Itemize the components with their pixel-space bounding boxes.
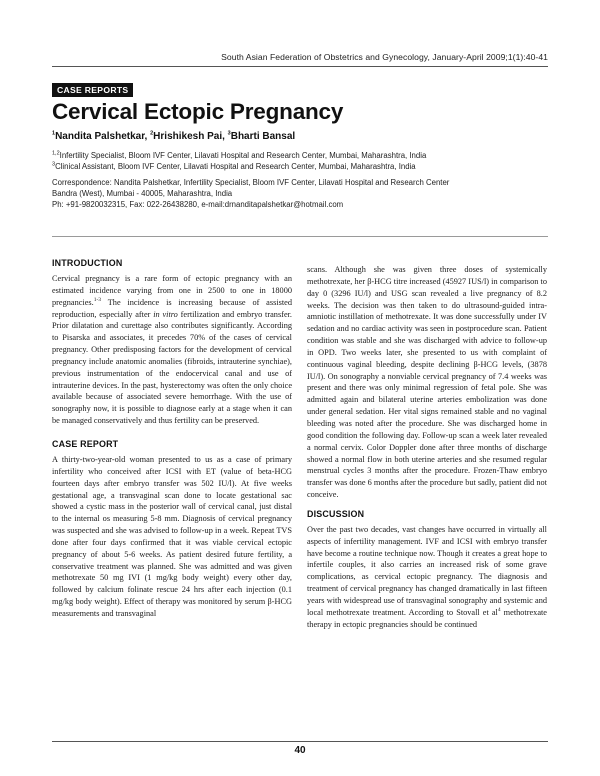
discussion-heading: DISCUSSION	[307, 508, 365, 519]
left-column	[52, 258, 292, 620]
introduction-paragraph: Cervical pregnancy is a rare form of ectopic pregnancy with an estimated incidence varying from one in 2500 to one in 18000 pregnancies.$^{1-3}$ The incidence is increasing because of assisted reproduction, especially after in vitro fertilization and embryo transfer. Prior dilatation and curettage also contributes significantly. According to Pisarska and associates, it precedes 70% of the cases of cervical pregnancy. Other predisposing factors for the development of cervical pregnancy include anatomic anomalies (fibroids, intrauterine synchiae), previous instrumentation of the endocervical canal and use of intrauterine devices. In the past, hysterectomy was often the only choice available because of associated severe hemorrhage. With the use of sonography now, it is possible to diagnose early at a stage when it can be managed conservatively and thus fertility can be preserved.	[52, 274, 293, 426]
affiliation-line: $^{1,2}$Infertility Specialist, Bloom IVF Center, Lilavati Hospital and Research Center, Mumbai, Maharashtra, India	[52, 150, 427, 160]
correspondence-block	[52, 178, 552, 210]
correspondence-line: Ph: +91-9820032315, Fax: 022-26438280, e-mail:drnanditapalshetkar@hotmail.com	[52, 199, 344, 209]
section-divider	[52, 236, 548, 237]
header-rule	[52, 66, 548, 67]
case-report-paragraph-continued: scans. Although she was given three doses of systemically methotrexate, her β-HCG titre increased (45927 IUS/l) in comparison to day 0 (3296 IU/l) and USG scan revealed a live pregnancy of 8.2 weeks. The decision was then taken to do ultrasound-guided intra-amniotic instillation of methotrexate. It was done successfully under IV sedation and no cardiac activity was seen in postprocedure scan. Patient condition was stable and she was discharged with advice to follow-up in OPD. Two weeks later, she presented to us with complaint of continuous vaginal bleeding, despite declining β-HCG levels, (3878 IU/l). On sonography a nonviable cervical pregnancy of 7.4 weeks was present and there was only minimal regression of fetal pole. She was admitted again and bilateral uterine arteries embolization was done under general sedation. Her vital signs remained stable and no vaginal bleeding was noted after the procedure. She was discharged home in good condition the following day. Follow-up scan a week later revealed a normal cervix. Color Doppler done after three months of discharge showed a normal flow in both uterine arteries and she resumed regular menstrual cycles 3 months after the procedure. Frozen-Thaw embryo transfer was done 6 months after the procedure but sadly, patient did not conceive.	[307, 265, 547, 500]
author: $^1$Nandita Palshetkar,	[52, 130, 151, 142]
discussion-paragraph: Over the past two decades, vast changes have occurred in virtually all aspects of infertility management. IVF and ICSI with embryo transfer have become a routine technique now. Though it creates a great hope to infertile couples, it also carries an increased risk of some grave complications, as cervical ectopic pregnancy. The diagnosis and treatment of cervical pregnancy has changed dramatically in last fifteen years with widespread use of transvaginal sonography and systemic and local methotrexate treatment. According to Stovall et $al^4$ methotrexate therapy in ectopic pregnancies should be continued	[307, 524, 547, 629]
affiliation-line: $^3$Clinical Assistant, Bloom IVF Center, Lilavati Hospital and Research Center, Mumbai, Maharashtra, India	[52, 160, 416, 171]
author: $^2$Hrishikesh Pai,	[150, 130, 228, 142]
affiliations	[52, 151, 552, 172]
correspondence-line: Correspondence: Nandita Palshetkar, Infertility Specialist, Bloom IVF Center, Lilavati Hospital and Research Center	[52, 178, 450, 187]
journal-citation: South Asian Federation of Obstetrics and Gynecology, January-April 2009;1(1):40-41	[221, 52, 548, 62]
case-report-heading: CASE REPORT	[52, 438, 119, 449]
right-column	[307, 264, 547, 630]
correspondence-line: Bandra (West), Mumbai - 40005, Maharashtra, India	[52, 188, 233, 198]
footer-rule	[52, 741, 548, 742]
case-report-paragraph: A thirty-two-year-old woman presented to us as a case of primary infertility who conceived after ICSI with ET (value of beta-HCG fourteen days after embryo transfer was 502 IU/l). At five weeks gestational age, a transvaginal scan done to locate gestational sac showed a cystic mass in the posterior wall of cervical canal, just distal to the internal os measuring 5-8 mm. Diagnosis of cervical pregnancy was suspected and she was advised to follow-up in a week. Repeat TVS done after four days confirmed that it was viable cervical ectopic pregnancy of about 5-6 weeks. As patient desired future fertility, a conservative treatment was planned. She was admitted and was given methotrexate 50 mg IVI (1 mg/kg body weight) every other day, followed by calcium folinate rescue 24 hrs after each injection (0.1 mg/kg body weight). Effect of therapy was monitored by serum β-HCG measurements and transvaginal	[52, 454, 292, 618]
author: $^3$Bharti Bansal	[227, 130, 296, 142]
page-number: 40	[294, 745, 306, 756]
author-list	[52, 131, 295, 142]
section-badge: CASE REPORTS	[52, 83, 133, 97]
article-title: Cervical Ectopic Pregnancy	[52, 99, 344, 124]
introduction-heading: INTRODUCTION	[52, 258, 123, 268]
